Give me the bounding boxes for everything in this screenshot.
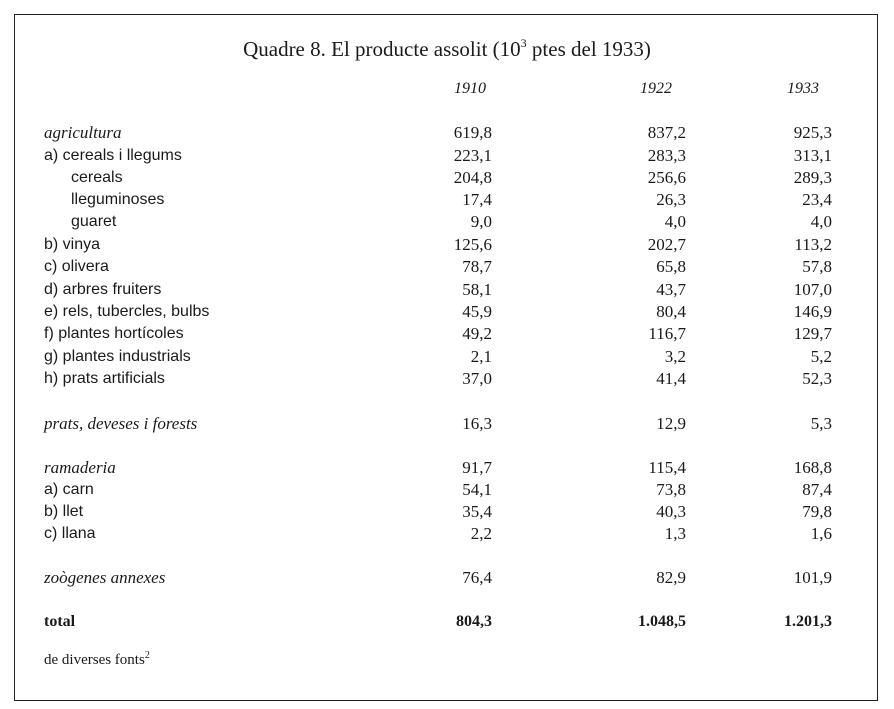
cell-1933: 1.201,3 (784, 613, 832, 630)
source-note: de diverses fonts$^2$ (44, 650, 150, 668)
cell-1933: 5,2 (810, 347, 832, 366)
row-prats-artificials (0, 368, 894, 390)
cell-1922: 41,4 (656, 369, 686, 388)
row-label: total (44, 613, 76, 630)
row-label: h) prats artificials (44, 370, 165, 387)
cell-1933: 107,0 (793, 280, 832, 299)
cell-1922: 73,8 (656, 480, 686, 499)
cell-1933: 146,9 (793, 302, 832, 321)
row-rels-tubercles-bulbs (0, 301, 894, 323)
row-guaret (0, 211, 894, 233)
row-label: lleguminoses (71, 191, 165, 208)
cell-1922: 65,8 (656, 257, 686, 276)
cell-1933: 79,8 (802, 502, 832, 521)
cell-1922: 283,3 (647, 146, 686, 165)
cell-1910: 76,4 (462, 568, 492, 587)
cell-1910: 204,8 (453, 168, 492, 187)
cell-1910: 2,2 (470, 524, 492, 543)
column-header-1922: 1922 (640, 80, 672, 97)
cell-1910: 125,6 (453, 235, 492, 254)
cell-1933: 87,4 (802, 480, 832, 499)
cell-1910: 9,0 (470, 212, 492, 231)
cell-1910: 91,7 (462, 458, 492, 477)
row-label: d) arbres fruiters (44, 281, 162, 298)
cell-1922: 40,3 (656, 502, 686, 521)
cell-1933: 5,3 (810, 414, 832, 433)
cell-1933: 101,9 (793, 568, 832, 587)
cell-1933: 1,6 (810, 524, 832, 543)
row-label: b) llet (44, 503, 84, 520)
row-llet (0, 501, 894, 523)
row-lleguminoses (0, 189, 894, 211)
row-label: cereals (71, 169, 123, 186)
cell-1910: 49,2 (462, 324, 492, 343)
row-label: agricultura (44, 123, 122, 142)
row-label: ramaderia (44, 458, 116, 477)
row-carn (0, 479, 894, 501)
row-olivera (0, 256, 894, 278)
cell-1922: 80,4 (656, 302, 686, 321)
cell-1933: 113,2 (794, 235, 832, 254)
cell-1922: 3,2 (664, 347, 686, 366)
row-total (0, 611, 894, 633)
cell-1922: 26,3 (656, 190, 686, 209)
row-label: e) rels, tubercles, bulbs (44, 303, 210, 320)
row-label: c) olivera (44, 258, 109, 275)
cell-1922: 115,4 (648, 458, 686, 477)
row-cereals-i-llegums (0, 145, 894, 167)
cell-1910: 37,0 (462, 369, 492, 388)
cell-1910: 2,1 (470, 347, 492, 366)
row-label: a) cereals i llegums (44, 147, 182, 164)
row-label: g) plantes industrials (44, 348, 191, 365)
row-agricultura (0, 122, 894, 144)
row-prats-deveses-forests (0, 413, 894, 435)
cell-1922: 1,3 (664, 524, 686, 543)
cell-1910: 619,8 (453, 123, 492, 142)
cell-1910: 45,9 (462, 302, 492, 321)
cell-1933: 313,1 (793, 146, 832, 165)
cell-1933: 4,0 (810, 212, 832, 231)
row-label: zoògenes annexes (44, 568, 166, 587)
cell-1922: 256,6 (647, 168, 686, 187)
cell-1922: 4,0 (664, 212, 686, 231)
cell-1922: 1.048,5 (638, 613, 686, 630)
row-label: b) vinya (44, 236, 101, 253)
cell-1922: 116,7 (648, 324, 686, 343)
cell-1910: 223,1 (453, 146, 492, 165)
row-llana (0, 523, 894, 545)
cell-1933: 168,8 (793, 458, 832, 477)
cell-1910: 78,7 (462, 257, 492, 276)
row-cereals (0, 167, 894, 189)
row-vinya (0, 234, 894, 256)
row-label: prats, deveses i forests (44, 414, 198, 433)
row-label: guaret (71, 213, 117, 230)
cell-1933: 23,4 (802, 190, 832, 209)
cell-1910: 16,3 (462, 414, 492, 433)
cell-1922: 43,7 (656, 280, 686, 299)
cell-1933: 289,3 (793, 168, 832, 187)
cell-1922: 837,2 (647, 123, 686, 142)
cell-1910: 17,4 (462, 190, 492, 209)
column-header-1910: 1910 (454, 80, 486, 97)
table-title: Quadre 8. El producte assolit ($10^3$ ptes del 1933) (243, 36, 651, 61)
row-arbres-fruiters (0, 279, 894, 301)
row-ramaderia (0, 457, 894, 479)
column-header-1933: 1933 (787, 80, 819, 97)
row-plantes-horticoles (0, 323, 894, 345)
row-plantes-industrials (0, 346, 894, 368)
cell-1922: 82,9 (656, 568, 686, 587)
cell-1933: 52,3 (802, 369, 832, 388)
cell-1922: 202,7 (647, 235, 686, 254)
cell-1910: 35,4 (462, 502, 492, 521)
cell-1933: 925,3 (793, 123, 832, 142)
cell-1933: 129,7 (793, 324, 832, 343)
row-label: a) carn (44, 481, 94, 498)
row-label: f) plantes hortícoles (44, 325, 184, 342)
cell-1910: 804,3 (456, 613, 492, 630)
cell-1910: 58,1 (462, 280, 492, 299)
row-label: c) llana (44, 525, 96, 542)
cell-1922: 12,9 (656, 414, 686, 433)
cell-1910: 54,1 (462, 480, 492, 499)
cell-1933: 57,8 (802, 257, 832, 276)
row-zoogenes-annexes (0, 567, 894, 589)
